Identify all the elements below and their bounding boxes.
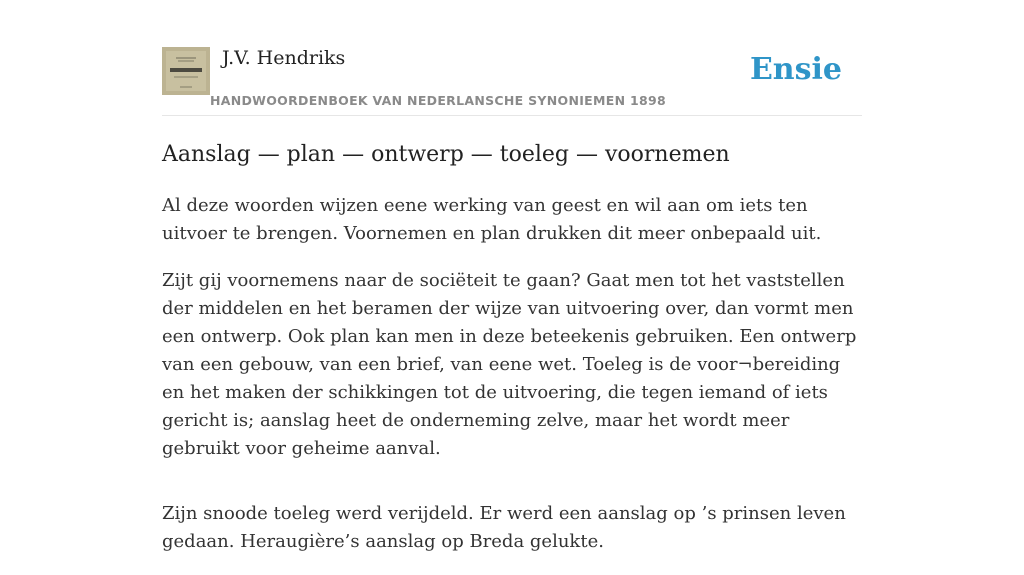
source-title[interactable]: HANDWOORDENBOEK VAN NEDERLANSCHE SYNONIEMEN 1898 bbox=[210, 93, 667, 108]
paragraph: Zijt gij voornemens naar de sociëteit te gaan? Gaat men tot het vaststellen der middelen en het beramen der wijze van uitvoering over, dan vormt men een ontwerp. Ook plan kan men in deze beteekenis gebruiken. Een ontwerp van een gebouw, van een brief, van eene wet. Toeleg is de voor¬bereiding en het maken der schikkingen tot de uitvoering, die tegen iemand of iets gericht is; aanslag heet de onderneming zelve, maar het wordt meer gebruikt voor geheime aanval. bbox=[162, 270, 857, 459]
entry-body bbox=[162, 192, 862, 575]
book-cover-avatar[interactable] bbox=[162, 47, 210, 95]
paragraph: Al deze woorden wijzen eene werking van geest en wil aan om iets ten uitvoer te brengen. Voornemen en plan drukken dit meer onbepaald uit. bbox=[162, 195, 822, 244]
header bbox=[162, 0, 862, 116]
content-container bbox=[162, 0, 862, 552]
brand-logo[interactable]: Ensie bbox=[749, 52, 842, 87]
author-name[interactable]: J.V. Hendriks bbox=[222, 47, 346, 69]
book-cover-icon bbox=[162, 47, 210, 95]
paragraph: Zijn snoode toeleg werd verijdeld. Er werd een aanslag op ’s prinsen leven gedaan. Heraugière’s aanslag op Breda gelukte. bbox=[162, 503, 846, 552]
entry-title: Aanslag — plan — ontwerp — toeleg — voornemen bbox=[162, 142, 730, 167]
